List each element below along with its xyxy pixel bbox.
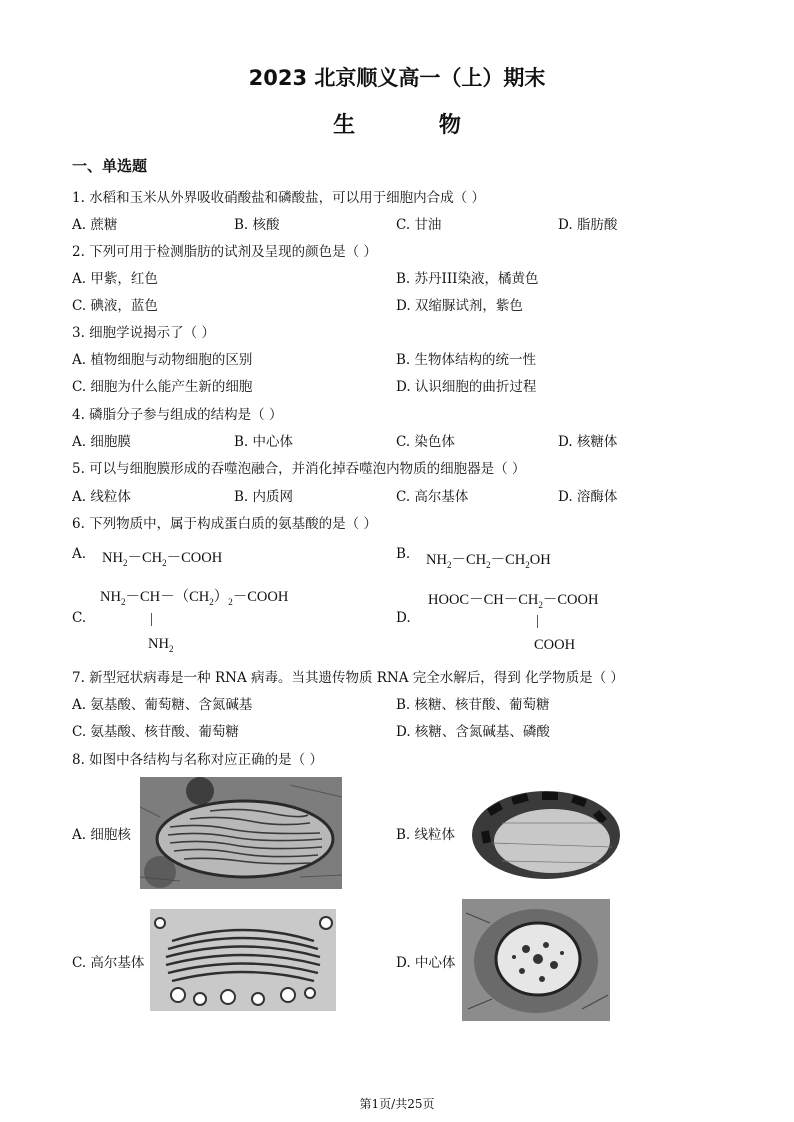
q1-option-d: D. 脂肪酸 [558, 217, 618, 233]
q5-option-a: A. 线粒体 [72, 489, 131, 505]
micrograph-chloroplast [462, 783, 624, 885]
q7-stem: 7. 新型冠状病毒是一种 RNA 病毒。当其遗传物质 RNA 完全水解后，得到 化学物质是（ ） [72, 670, 624, 686]
q6-formula-d-bond: | [536, 613, 539, 629]
q2-option-a: A. 甲紫，红色 [72, 271, 158, 287]
q8-option-b: B. 线粒体 [396, 827, 456, 843]
q8-option-a: A. 细胞核 [72, 827, 131, 843]
micrograph-mitochondrion [140, 777, 342, 889]
q4-option-d: D. 核糖体 [558, 434, 618, 450]
q2-option-c: C. 碘液，蓝色 [72, 298, 158, 314]
q1-option-b: B. 核酸 [234, 217, 280, 233]
q3-option-d: D. 认识细胞的曲折过程 [396, 379, 537, 395]
q7-option-d: D. 核糖、含氮碱基、磷酸 [396, 724, 550, 740]
q8-stem: 8. 如图中各结构与名称对应正确的是（ ） [72, 752, 323, 768]
page-footer: 第1页/共25页 [359, 1097, 435, 1111]
q6-formula-d: $HOOC-CH-CH_2-COOH$ [428, 592, 599, 610]
q6-option-b-label: B. [396, 546, 411, 562]
q4-option-b: B. 中心体 [234, 434, 294, 450]
micrograph-golgi [150, 909, 336, 1011]
q6-formula-b: $NH_2-CH_2-CH_2OH$ [426, 552, 551, 570]
q5-option-d: D. 溶酶体 [558, 489, 618, 505]
q7-option-b: B. 核糖、核苷酸、葡萄糖 [396, 697, 550, 713]
q1-stem: 1. 水稻和玉米从外界吸收硝酸盐和磷酸盐，可以用于细胞内合成（ ） [72, 190, 485, 206]
q2-option-d: D. 双缩脲试剂，紫色 [396, 298, 523, 314]
q5-stem: 5. 可以与细胞膜形成的吞噬泡融合，并消化掉吞噬泡内物质的细胞器是（ ） [72, 461, 526, 477]
q3-stem: 3. 细胞学说揭示了（ ） [72, 325, 215, 341]
q2-stem: 2. 下列可用于检测脂肪的试剂及呈现的颜色是（ ） [72, 244, 377, 260]
q6-formula-c-bond: | [150, 611, 153, 627]
q5-option-b: B. 内质网 [234, 489, 294, 505]
q7-option-a: A. 氨基酸、葡萄糖、含氮碱基 [72, 697, 253, 713]
q4-stem: 4. 磷脂分子参与组成的结构是（ ） [72, 407, 283, 423]
q5-option-c: C. 高尔基体 [396, 489, 469, 505]
page-title: 2023 北京顺义高一（上）期末 [248, 66, 546, 90]
q3-option-b: B. 生物体结构的统一性 [396, 352, 537, 368]
q4-option-a: A. 细胞膜 [72, 434, 131, 450]
q6-option-c-label: C. [72, 610, 87, 626]
q6-formula-a: $NH_2-CH_2-COOH$ [102, 550, 223, 568]
q8-option-d: D. 中心体 [396, 955, 456, 971]
q6-option-a-label: A. [72, 546, 87, 562]
subject-title: 生 物 [333, 113, 499, 138]
q6-formula-c: $NH_2-CH-(CH_2)_2-COOH$ [100, 589, 289, 607]
q6-formula-d-branch: COOH [534, 637, 576, 653]
q6-option-d-label: D. [396, 610, 411, 626]
q3-option-a: A. 植物细胞与动物细胞的区别 [72, 352, 253, 368]
q6-stem: 6. 下列物质中，属于构成蛋白质的氨基酸的是（ ） [72, 516, 377, 532]
micrograph-nucleus [462, 899, 610, 1021]
q7-option-c: C. 氨基酸、核苷酸、葡萄糖 [72, 724, 239, 740]
q3-option-c: C. 细胞为什么能产生新的细胞 [72, 379, 253, 395]
q1-option-a: A. 蔗糖 [72, 217, 118, 233]
q4-option-c: C. 染色体 [396, 434, 455, 450]
q8-option-c: C. 高尔基体 [72, 955, 145, 971]
q2-option-b: B. 苏丹III染液，橘黄色 [396, 271, 539, 287]
q1-option-c: C. 甘油 [396, 217, 442, 233]
q6-formula-c-branch: $NH_2$ [148, 636, 174, 654]
section-heading: 一、单选题 [72, 157, 148, 175]
